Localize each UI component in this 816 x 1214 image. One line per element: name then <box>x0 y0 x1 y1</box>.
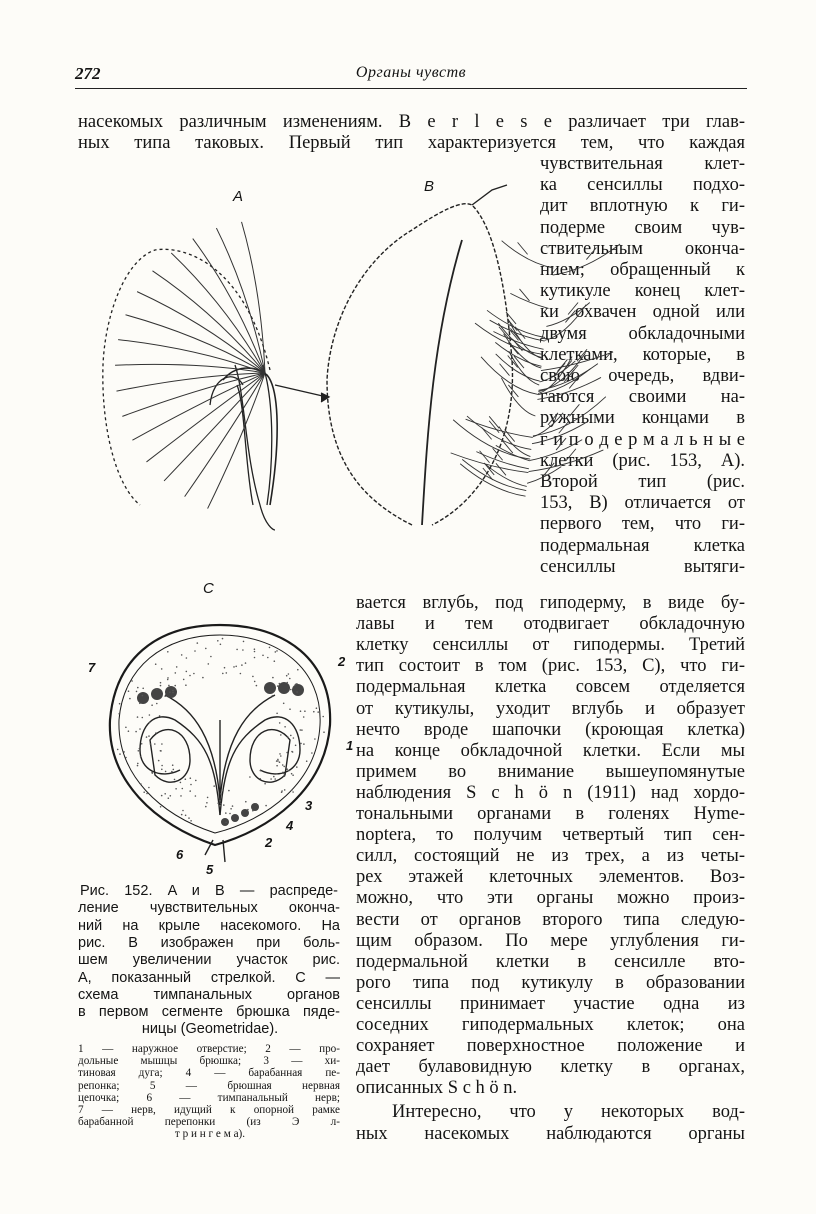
body-text-line: ружными концами в <box>540 408 745 429</box>
figure-number-label: 2 <box>338 654 346 669</box>
body-text-line: нечто вроде шапочки (кроющая клетка) <box>356 719 745 740</box>
body-text-line: вается вглубь, под гиподерму, в виде бу- <box>356 593 745 613</box>
body-text-line: ных типа таковых. Первый тип характеризуется тем, что каждая <box>78 133 745 153</box>
body-text-line: сенсиллы принимает участие одна из <box>356 993 745 1014</box>
figure-number-label: 6 <box>176 847 184 862</box>
caption-line: в первом сегменте брюшка пяде- <box>78 1004 340 1021</box>
body-text-line: подермальная клетка совсем отделяется <box>356 677 745 698</box>
body-text-line: лавы и тем отодвигает обкладочную <box>356 614 745 635</box>
body-text-line: дает булавовидную клетку в органах, <box>356 1057 745 1078</box>
caption-line: схема тимпанальных органов <box>78 986 340 1003</box>
body-text-line: клетку сенсиллы от гиподермы. Третий <box>356 635 745 656</box>
figure-b-leaf-drawing <box>322 180 527 550</box>
body-text-line: рех этажей клеточных элементов. Воз- <box>356 867 745 888</box>
page-header <box>75 64 747 89</box>
figure-number-label: 4 <box>286 818 294 833</box>
figure-a-wing-drawing <box>95 205 325 535</box>
body-text-line: подермальная клетка <box>540 535 745 556</box>
body-text-line: подерме своим чув- <box>540 217 745 238</box>
figure-label-c: C <box>203 580 214 597</box>
body-text-line: 153, B) отличается от <box>540 493 745 514</box>
body-text-line: подермальной клетки в сенсилле вто- <box>356 951 745 972</box>
body-text-line: силл, состоящий не из трех, а из четы- <box>356 846 745 867</box>
figure-label-b: B <box>424 178 435 195</box>
body-text-line: noptera, то получим четвертый тип сен- <box>356 825 745 846</box>
caption-line: шем увеличении участок рис. <box>78 952 340 969</box>
body-text-line: Второй тип (рис. <box>540 472 745 492</box>
body-text-line: кутикуле конец клет- <box>540 281 745 302</box>
legend-line: репонка; 5 — брюшная нервная <box>78 1079 340 1092</box>
body-text-line: дит вплотную к ги- <box>540 196 745 217</box>
body-text-line: двумя обкладочными <box>540 323 745 344</box>
legend-line: дольные мышцы брюшка; 3 — хи- <box>78 1055 340 1068</box>
body-text-line: г и п о д е р м а л ь н ы е <box>540 429 745 450</box>
body-text-line: можно, что эти органы можно произ- <box>356 888 745 909</box>
figure-number-label: 1 <box>346 738 354 753</box>
figure-number-label: 2 <box>265 835 273 850</box>
legend-line: 1 — наружное отверстие; 2 — про- <box>78 1043 340 1055</box>
body-text-line: примем во внимание вышеупомянутые <box>356 761 745 782</box>
caption-line: ницы (Geometridae). <box>141 1021 279 1038</box>
figure-c-tympanal-section <box>95 600 345 870</box>
body-text-line: на конце обкладочной клетки. Если мы <box>356 740 745 761</box>
body-text-line: чувствительная клет- <box>540 154 745 174</box>
body-text-line: сохраняет поверхностное положение и <box>356 1036 745 1057</box>
body-text-line: насекомых различным изменениям. B e r l e s e различает три глав- <box>78 112 745 132</box>
body-text-line: первого тем, что ги- <box>540 514 745 535</box>
body-text-line: соседних гиподермальных клеток; она <box>356 1015 745 1035</box>
running-title: Органы чувств <box>355 64 467 81</box>
figure-label-a: A <box>233 188 244 205</box>
body-text-line: ных насекомых наблюдаются органы <box>356 1123 745 1144</box>
body-text-line: щим образом. По мере углубления ги- <box>356 930 745 951</box>
body-text-line: вести от органов второго типа следую- <box>356 909 745 930</box>
figure-number-label: 5 <box>206 862 214 877</box>
body-text-line: свою очередь, вдви- <box>540 366 745 386</box>
figure-number-label: 3 <box>305 798 313 813</box>
body-text-line: от кутикулы, уходит вглубь и образует <box>356 698 745 719</box>
body-text-line: нием; обращенный к <box>540 260 745 280</box>
legend-line: барабанной перепонки (из Э л- <box>78 1116 340 1129</box>
legend-line: 7 — нерв, идущий к опорной рамке <box>78 1104 340 1116</box>
body-text-line: ки охвачен одной или <box>540 302 745 323</box>
body-text-line: сенсиллы вытяги- <box>540 556 745 577</box>
body-text-line: ствительным оконча- <box>540 238 745 259</box>
caption-line: ление чувствительных оконча- <box>78 900 340 917</box>
caption-line: Рис. 152. A и B — распреде- <box>80 883 338 899</box>
body-text-line: гаются своими на- <box>540 387 745 408</box>
caption-line: ний на крыле насекомого. На <box>78 917 340 934</box>
caption-line: A, показанный стрелкой. C — <box>78 969 340 986</box>
legend-line: тиновая дуга; 4 — барабанная пе- <box>78 1067 340 1080</box>
body-text-line: наблюдения S c h ö n (1911) над хордо- <box>356 782 745 803</box>
body-text-line: рого типа под кутикулу в образовании <box>356 972 745 993</box>
body-text-line: клетками, которые, в <box>540 344 745 365</box>
body-text-line: ка сенсиллы подхо- <box>540 175 745 196</box>
legend-line: т р и н г е м а). <box>174 1128 246 1141</box>
body-text-line: тональными органами в голенях Hyme- <box>356 804 745 824</box>
body-text-line: Интересно, что у некоторых вод- <box>392 1102 745 1122</box>
body-text-line: тип состоит в том (рис. 153, C), что ги- <box>356 656 745 677</box>
figure-number-label: 7 <box>88 660 96 675</box>
legend-line: цепочка; 6 — тимпанальный нерв; <box>78 1091 340 1104</box>
body-text-line: клетки (рис. 153, A). <box>540 450 745 471</box>
caption-line: рис. B изображен при боль- <box>78 934 340 951</box>
page-number: 272 <box>75 64 101 83</box>
body-text-line: описанных S c h ö n. <box>356 1078 518 1099</box>
